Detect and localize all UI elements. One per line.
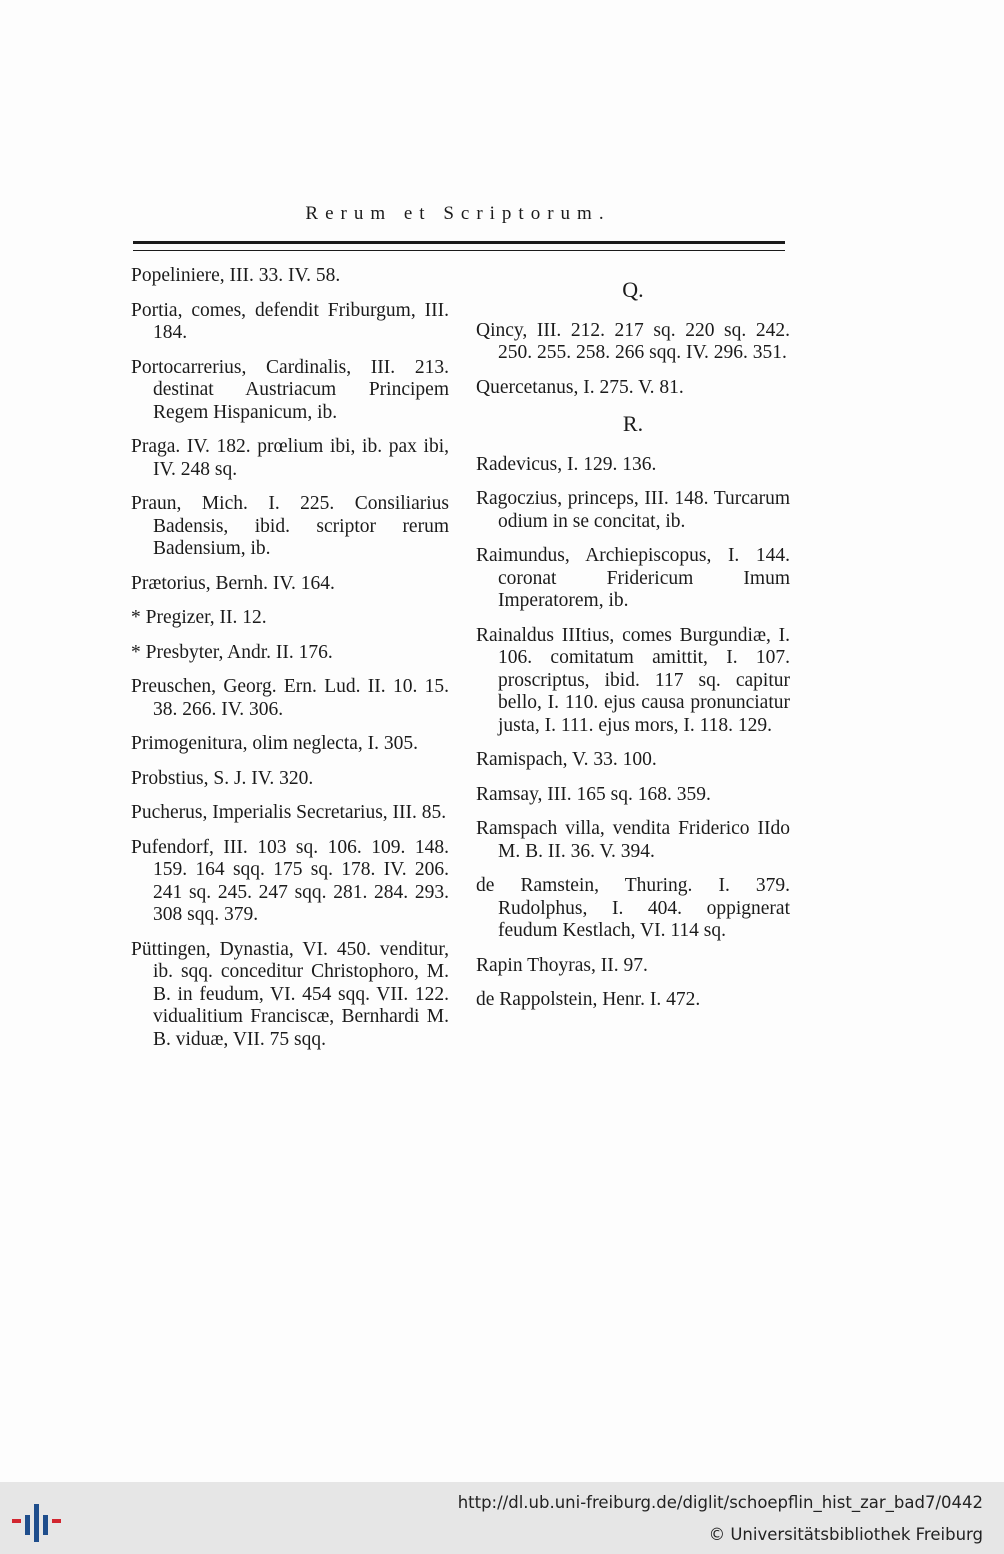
section-letter-r: R. (622, 411, 644, 436)
index-entry: Probstius, S. J. IV. 320. (131, 767, 314, 789)
index-entry: Popeliniere, III. 33. IV. 58. (131, 265, 341, 286)
index-entry: de Ramstein, Thuring. I. 379. Rudolphus, I. 404. oppignerat feudum Kestlach, VI. 114 sq. (476, 875, 790, 941)
index-entry: Rainaldus IIItius, comes Burgundiæ, I. 106. comitatum amittit, I. 107. proscriptus, ibid. 117 sq. capitur bello, I. 110. ejus causa pronunciatur justa, I. 111. ejus mors, I. 118. 129. (476, 624, 790, 736)
index-column-left (131, 265, 449, 1063)
index-entry: Praun, Mich. I. 225. Consiliarius Badensis, ibid. scriptor rerum Badensium, ib. (131, 493, 449, 559)
index-entry: * Presbyter, Andr. II. 176. (131, 641, 333, 663)
index-entry: Raimundus, Archiepiscopus, I. 144. coronat Fridericum Imum Imperatorem, ib. (476, 545, 790, 611)
index-column-right (476, 265, 790, 1024)
index-entry: Pufendorf, III. 103 sq. 106. 109. 148. 159. 164 sqq. 175 sq. 178. IV. 206. 241 sq. 245. 247 sqq. 281. 284. 293. 308 sqq. 379. (131, 836, 449, 925)
running-title: Rerum et Scriptorum. (305, 203, 611, 224)
index-entry: Primogenitura, olim neglecta, I. 305. (131, 733, 419, 754)
index-entry: Portia, comes, defendit Friburgum, III. 184. (131, 299, 449, 343)
index-entry: Rapin Thoyras, II. 97. (476, 954, 648, 976)
ub-freiburg-logo-icon[interactable] (10, 1496, 64, 1546)
index-entry: Prætorius, Bernh. IV. 164. (131, 572, 335, 594)
index-entry: Ramispach, V. 33. 100. (476, 749, 657, 770)
copyright-notice: © Universitätsbibliothek Freiburg (708, 1525, 983, 1544)
index-entry: Qincy, III. 212. 217 sq. 220 sq. 242. 250. 255. 258. 266 sqq. IV. 296. 351. (476, 319, 790, 363)
section-letter-q: Q. (622, 277, 644, 302)
index-entry: Pucherus, Imperialis Secretarius, III. 85. (131, 802, 447, 823)
index-entry: Ragoczius, princeps, III. 148. Turcarum odium in se concitat, ib. (476, 488, 790, 532)
index-entry: de Rappolstein, Henr. I. 472. (476, 989, 701, 1010)
index-entry: Praga. IV. 182. prœlium ibi, ib. pax ibi, IV. 248 sq. (131, 436, 449, 480)
index-entry: Ramsay, III. 165 sq. 168. 359. (476, 783, 711, 805)
index-entry: * Pregizer, II. 12. (131, 607, 267, 628)
index-entry: Quercetanus, I. 275. V. 81. (476, 376, 684, 398)
viewer-footer (0, 1482, 1004, 1554)
index-entry: Portocarrerius, Cardinalis, III. 213. destinat Austriacum Principem Regem Hispanicum, ib. (131, 356, 449, 423)
header-rule-thick (133, 241, 785, 244)
header-rule-thin (133, 250, 785, 251)
index-entry: Ramspach villa, vendita Friderico IIdo M. B. II. 36. V. 394. (476, 818, 790, 862)
index-entry: Radevicus, I. 129. 136. (476, 453, 657, 475)
index-entry: Püttingen, Dynastia, VI. 450. venditur, ib. sqq. conceditur Christophoro, M. B. in feudum, VI. 454 sqq. VII. 122. vidualitium Franciscæ, Bernhardi M. B. viduæ, VII. 75 sqq. (131, 938, 449, 1050)
index-entry: Preuschen, Georg. Ern. Lud. II. 10. 15. 38. 266. IV. 306. (131, 676, 449, 720)
permalink-url[interactable]: http://dl.ub.uni-freiburg.de/diglit/schoepflin_hist_zar_bad7/0442 (457, 1493, 983, 1512)
